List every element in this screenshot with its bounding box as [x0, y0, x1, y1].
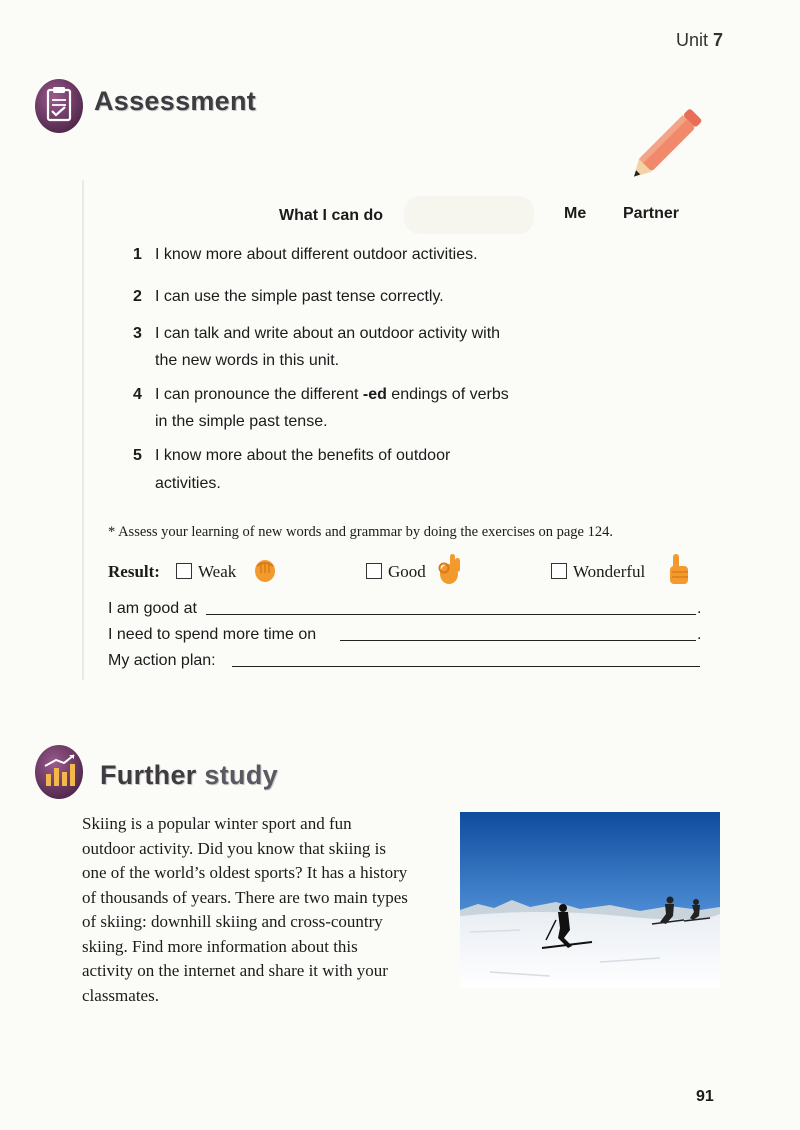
page-number: 91 [696, 1088, 714, 1105]
column-me: Me [564, 205, 587, 222]
weak-checkbox[interactable] [176, 563, 192, 579]
assessment-note: * Assess your learning of new words and grammar by doing the exercises on page 124. [108, 524, 613, 540]
fist-icon [252, 556, 278, 589]
text-line: skiing. Find more information about this [82, 936, 358, 956]
title-part-a: Further [100, 760, 197, 790]
item-text: I know more about the benefits of outdoor [155, 447, 451, 464]
column-partner: Partner [623, 205, 680, 222]
clipboard-icon [34, 78, 84, 134]
further-study-text [82, 812, 462, 1008]
result-weak[interactable] [176, 562, 236, 582]
spend-time-line[interactable] [340, 640, 696, 641]
good-at-line[interactable] [206, 614, 696, 615]
result-wonderful[interactable] [551, 562, 645, 582]
column-what-i-can-do: What I can do [279, 207, 383, 224]
item-number: 3 [133, 325, 142, 342]
good-checkbox[interactable] [366, 563, 382, 579]
item-text-continued: in the simple past tense. [155, 413, 328, 430]
unit-number: 7 [713, 30, 724, 50]
unit-label [676, 30, 723, 51]
further-study-title [100, 760, 278, 791]
title-part-b: study [204, 760, 278, 790]
item-number: 4 [133, 386, 142, 403]
wonderful-checkbox[interactable] [551, 563, 567, 579]
wonderful-label: Wonderful [573, 562, 646, 581]
text-line: activity on the internet and share it with your [82, 961, 388, 980]
bar-chart-icon [34, 744, 84, 800]
text-line: of thousands of years. There are two main types [82, 887, 408, 907]
unit-text: Unit [676, 30, 709, 50]
assessment-title: Assessment [94, 86, 257, 116]
pencil-icon [624, 100, 716, 184]
item-number: 5 [133, 447, 142, 464]
result-good[interactable] [366, 562, 426, 582]
item-text: I know more about different outdoor activities. [155, 246, 478, 263]
item-number: 2 [133, 288, 142, 305]
spend-time-label: I need to spend more time on [108, 626, 317, 643]
item-text: I can pronounce the different -ed endings of verbs [155, 386, 509, 403]
text-line: classmates. [82, 985, 159, 1005]
margin-rule [82, 180, 84, 680]
text-line: one of the world’s oldest sports? It has a history [82, 863, 408, 882]
action-plan-label: My action plan: [108, 652, 216, 669]
period-mark: . [697, 600, 702, 617]
skiing-photo [460, 812, 720, 988]
item-text-continued: activities. [155, 475, 221, 492]
weak-label: Weak [198, 562, 237, 581]
text-line: Skiing is a popular winter sport and fun [82, 814, 352, 833]
header-shade [404, 196, 534, 234]
good-label: Good [388, 562, 426, 581]
item-number: 1 [133, 246, 142, 263]
item-text: I can use the simple past tense correctly. [155, 288, 444, 305]
ok-hand-icon [436, 552, 462, 591]
result-label: Result: [108, 562, 160, 581]
action-plan-line[interactable] [232, 666, 700, 667]
text-line: outdoor activity. Did you know that skiing is [82, 838, 386, 858]
item-text-continued: the new words in this unit. [155, 352, 340, 369]
text-line: of skiing: downhill skiing and cross-country [82, 912, 383, 931]
item-text: I can talk and write about an outdoor activity with [155, 325, 501, 342]
thumbs-up-icon [664, 552, 692, 591]
good-at-label: I am good at [108, 600, 197, 617]
period-mark: . [697, 626, 702, 643]
